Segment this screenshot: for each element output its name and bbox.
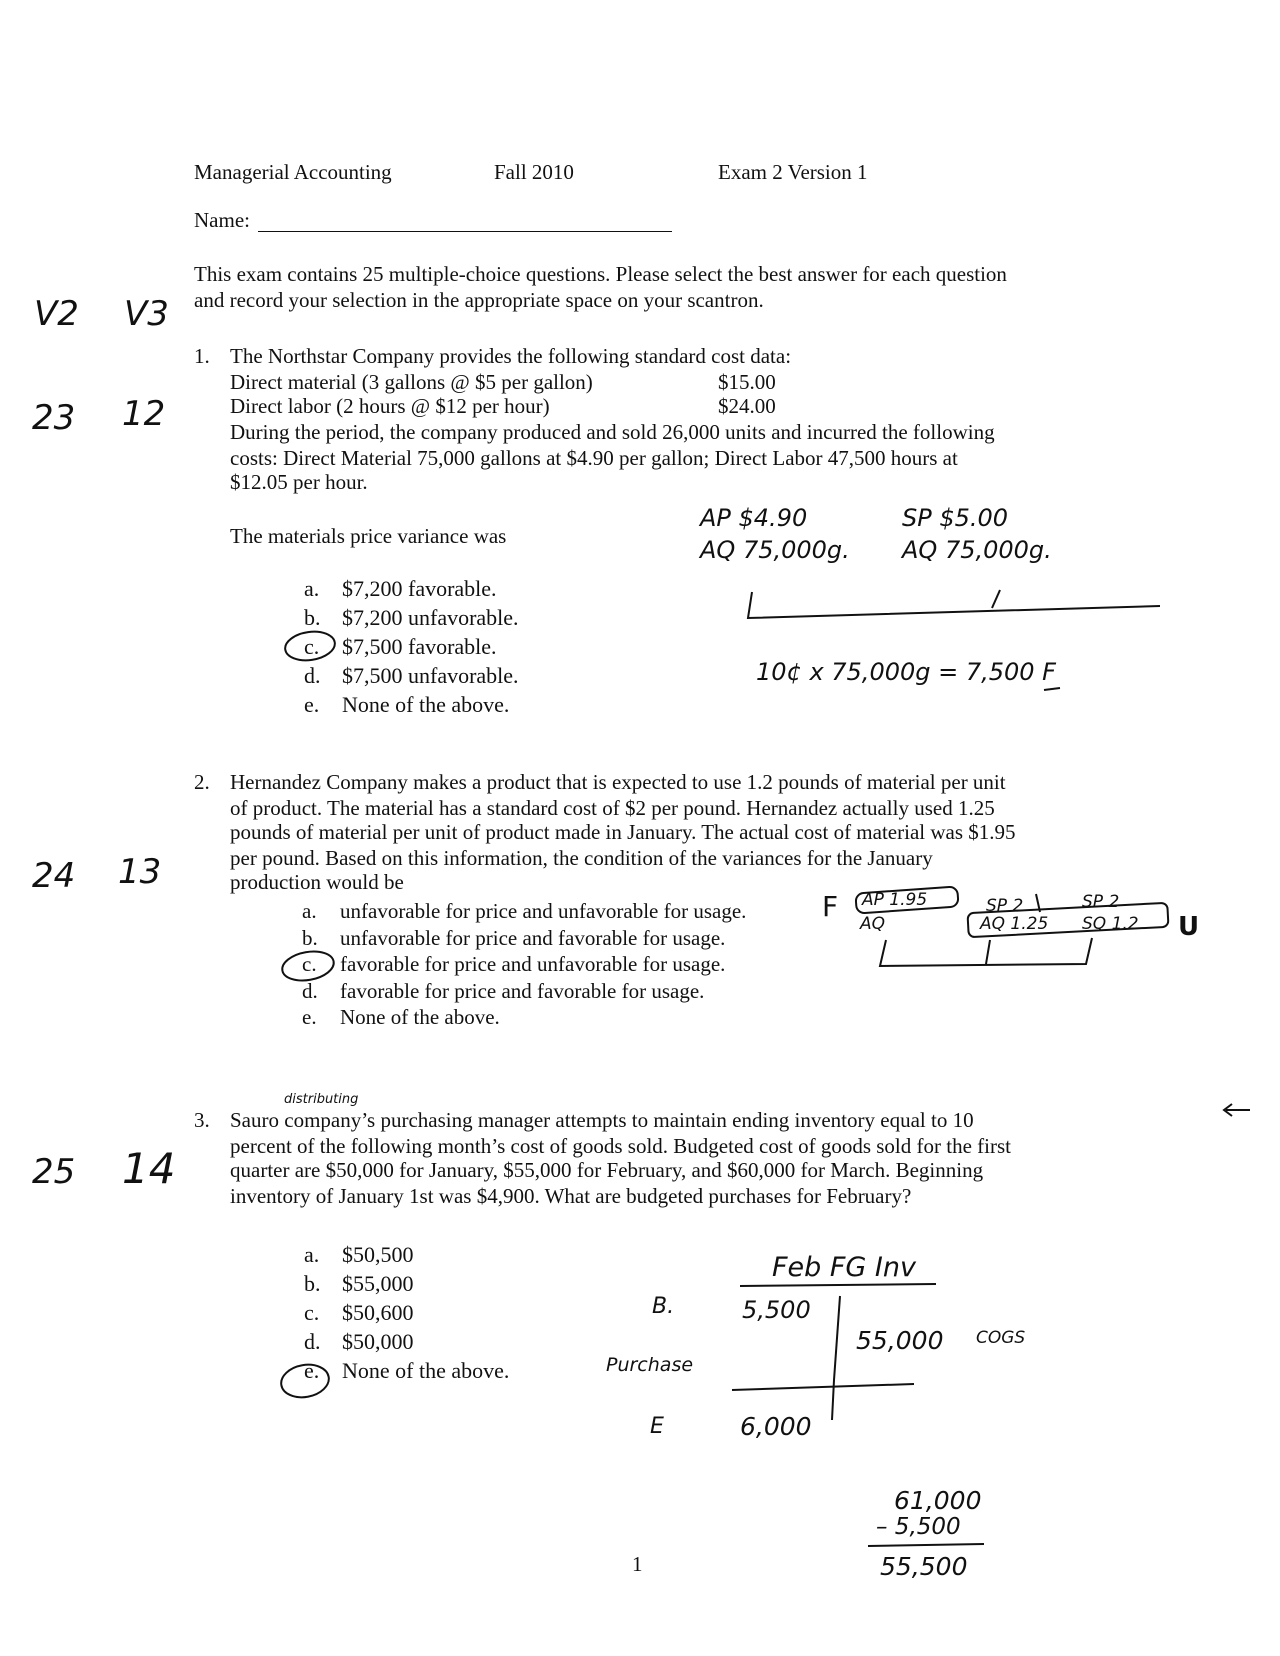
q2-number: 2.	[194, 770, 210, 794]
q2-line: of product. The material has a standard cost of $2 per pound. Hernandez actually used 1.25	[230, 796, 995, 820]
q2-note-sp: SP 2	[1082, 892, 1120, 912]
answer-option[interactable]: a. unfavorable for price and unfavorable for usage.	[302, 899, 747, 923]
q1-note-aq: AQ 75,000g.	[700, 536, 850, 564]
margin-q3-v3: 14	[122, 1144, 176, 1193]
answer-option[interactable]: d. favorable for price and favorable for usage.	[302, 978, 705, 1003]
answer-option[interactable]: a. $50,500	[304, 1242, 414, 1267]
q1-number: 1.	[194, 344, 210, 368]
q2-note-aq-125: AQ 1.25	[980, 914, 1049, 934]
answer-option[interactable]: c. $7,500 favorable.	[304, 634, 497, 659]
sum-line	[868, 1544, 984, 1546]
q2-line: pounds of material per unit of product made in January. The actual cost of material was $1.95	[230, 820, 1016, 844]
q1-table-label: Direct labor (2 hours @ $12 per hour)	[230, 394, 550, 418]
q2-line: Hernandez Company makes a product that is expected to use 1.2 pounds of material per unit	[230, 770, 1006, 794]
t-account-divider	[832, 1296, 840, 1420]
q1-line: $12.05 per hour.	[230, 470, 368, 494]
margin-arrow	[1224, 1104, 1250, 1116]
answer-option[interactable]: e. None of the above.	[302, 1005, 500, 1029]
page-number: 1	[632, 1552, 643, 1576]
t-account-bottom	[732, 1384, 914, 1390]
answer-option[interactable]: a. $7,200 favorable.	[304, 576, 497, 601]
q3-note-cogs: COGS	[976, 1328, 1026, 1348]
q2-note-ap: AP 1.95	[862, 890, 928, 910]
variance-box	[855, 886, 958, 913]
q2-note-f: F	[822, 890, 839, 923]
answer-circle	[279, 1361, 332, 1401]
answer-option[interactable]: b. unfavorable for price and favorable for usage.	[302, 925, 726, 950]
t-account-top	[740, 1284, 936, 1286]
answer-option[interactable]: d. $7,500 unfavorable.	[304, 663, 519, 688]
margin-v2: V2	[34, 294, 79, 334]
q3-note-e: E	[650, 1414, 664, 1439]
q1-note-sp: SP $5.00	[902, 504, 1009, 532]
q3-note-purchase: Purchase	[606, 1354, 694, 1376]
q3-note-e-val: 6,000	[740, 1412, 812, 1441]
exam-version: Exam 2 Version 1	[718, 160, 868, 184]
answer-circle	[283, 629, 336, 664]
q3-note-title: Feb FG Inv	[772, 1252, 916, 1283]
variance-diagram-line	[748, 592, 1160, 618]
answer-option[interactable]: c. favorable for price and unfavorable for usage.	[302, 952, 726, 976]
q1-note-calc: 10¢ x 75,000g = 7,500 F	[756, 658, 1056, 686]
q2-note-sp: SP 2	[986, 896, 1024, 916]
margin-q1-v3: 12	[122, 394, 166, 434]
variance-diagram-tick	[986, 940, 990, 964]
margin-v3: V3	[124, 294, 169, 334]
variance-box	[968, 903, 1169, 937]
q3-note-b-val: 5,500	[742, 1296, 811, 1324]
favorable-underline	[1044, 688, 1060, 690]
q3-note-sum: 55,500	[880, 1552, 968, 1581]
term: Fall 2010	[494, 160, 574, 184]
q2-line: production would be	[230, 870, 404, 894]
answer-option[interactable]: e. None of the above.	[304, 1358, 510, 1383]
q1-line: The Northstar Company provides the following standard cost data:	[230, 344, 792, 368]
margin-q1-v2: 23	[32, 398, 76, 438]
q1-note-aq: AQ 75,000g.	[902, 536, 1052, 564]
margin-q3-v2: 25	[32, 1152, 76, 1192]
q1-line: costs: Direct Material 75,000 gallons at $4.90 per gallon; Direct Labor 47,500 hours at	[230, 446, 958, 470]
intro-line-1: This exam contains 25 multiple-choice questions. Please select the best answer for each question	[194, 262, 1007, 286]
q3-line: Sauro company’s purchasing manager attempts to maintain ending inventory equal to 10	[230, 1108, 974, 1132]
q3-line: inventory of January 1st was $4,900. What are budgeted purchases for February?	[230, 1184, 912, 1208]
answer-option[interactable]: d. $50,000	[304, 1329, 414, 1354]
q2-note-aq: AQ	[860, 914, 886, 934]
q1-note-ap: AP $4.90	[700, 504, 808, 532]
q1-table-label: Direct material (3 gallons @ $5 per gallon)	[230, 370, 593, 394]
name-label: Name:	[194, 208, 250, 232]
q1-prompt: The materials price variance was	[230, 524, 507, 548]
answer-option[interactable]: b. $55,000	[304, 1271, 414, 1296]
answer-option[interactable]: b. $7,200 unfavorable.	[304, 605, 519, 630]
q3-line: quarter are $50,000 for January, $55,000 for February, and $60,000 for March. Beginning	[230, 1158, 984, 1182]
q3-note-b: B.	[652, 1294, 675, 1319]
margin-q2-v3: 13	[118, 852, 162, 892]
margin-q2-v2: 24	[32, 856, 76, 896]
q3-note-sum: – 5,500	[876, 1514, 961, 1540]
q2-note-sq: SQ 1.2	[1082, 914, 1139, 934]
q2-note-u: U	[1178, 912, 1200, 942]
q3-number: 3.	[194, 1108, 210, 1132]
q3-note-cogs-val: 55,000	[856, 1326, 944, 1355]
answer-circle	[280, 948, 336, 985]
answer-option[interactable]: e. None of the above.	[304, 692, 510, 717]
course-title: Managerial Accounting	[194, 160, 392, 184]
intro-line-2: and record your selection in the appropriate space on your scantron.	[194, 288, 764, 312]
q2-line: per pound. Based on this information, the condition of the variances for the January	[230, 846, 933, 870]
variance-diagram-tick	[992, 590, 1000, 608]
q1-line: During the period, the company produced and sold 26,000 units and incurred the following	[230, 420, 995, 444]
q3-note-distributing: distributing	[284, 1092, 359, 1107]
q3-line: percent of the following month’s cost of goods sold. Budgeted cost of goods sold for the first	[230, 1134, 1011, 1158]
q1-table-value: $15.00	[718, 370, 776, 394]
q3-note-sum: 61,000	[894, 1486, 982, 1515]
answer-option[interactable]: c. $50,600	[304, 1300, 414, 1325]
q1-table-value: $24.00	[718, 394, 776, 418]
